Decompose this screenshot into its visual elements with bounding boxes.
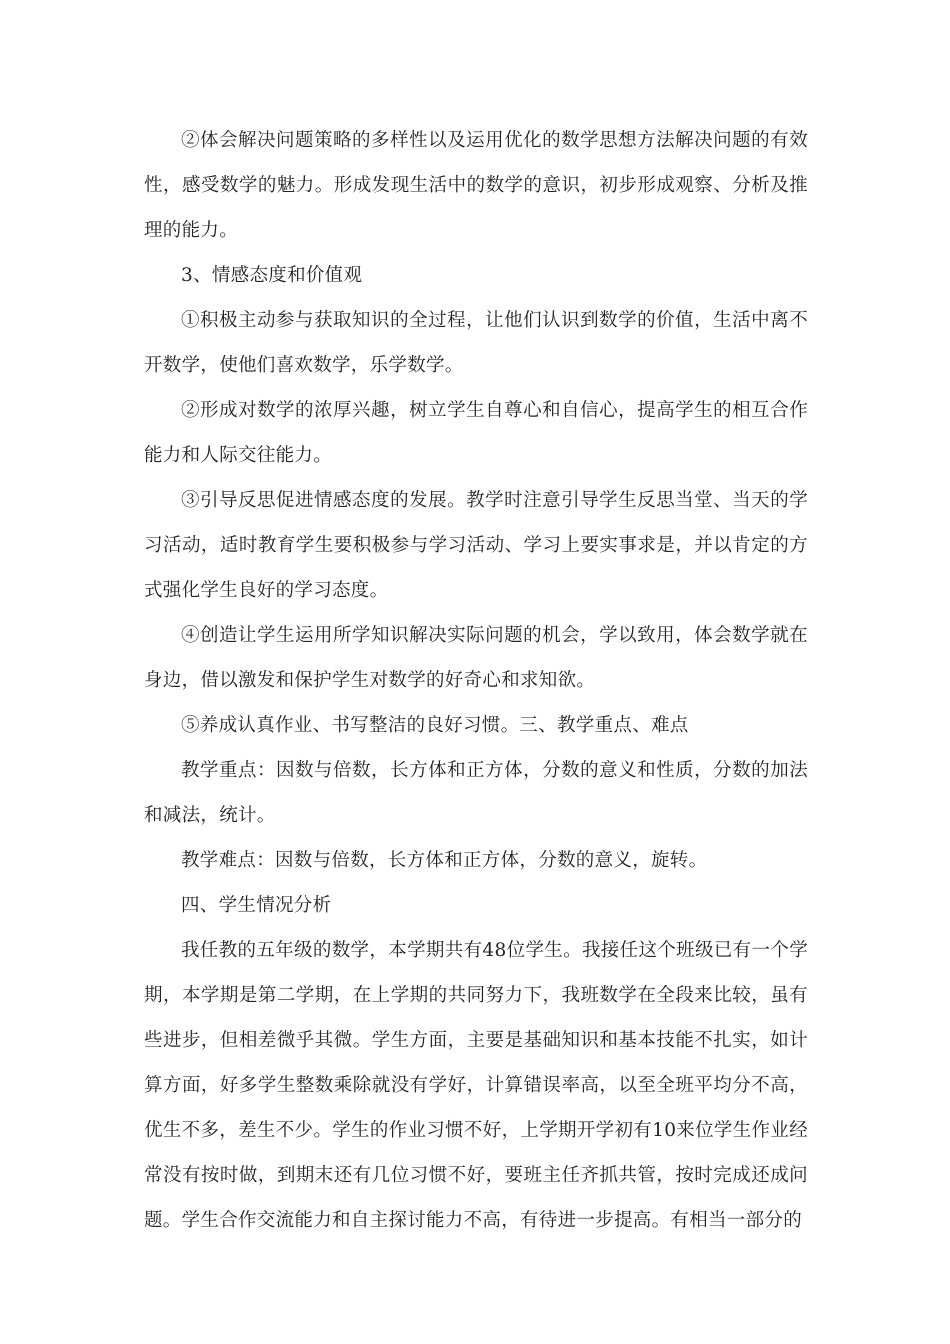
paragraph-reflection: ③引导反思促进情感态度的发展。教学时注意引导学生反思当堂、当天的学习活动，适时教育学生要积极参与学习活动、学习上要实事求是，并以肯定的方式强化学生良好的学习态度。	[144, 490, 808, 601]
paragraph-apply-knowledge: ④创造让学生运用所学知识解决实际问题的机会，学以致用，体会数学就在身边，借以激发和保护学生对数学的好奇心和求知欲。	[144, 625, 808, 691]
paragraph-teaching-difficulty: 教学难点：因数与倍数，长方体和正方体，分数的意义，旋转。	[181, 850, 708, 871]
paragraph-interest-confidence: ②形成对数学的浓厚兴趣，树立学生自尊心和自信心，提高学生的相互合作能力和人际交往能力。	[144, 400, 808, 466]
heading-student-analysis: 四、学生情况分析	[181, 895, 332, 916]
document-body	[144, 118, 808, 1243]
paragraph-strategy-diversity: ②体会解决问题策略的多样性以及运用优化的数学思想方法解决问题的有效性，感受数学的魅力。形成发现生活中的数学的意识，初步形成观察、分析及推理的能力。	[144, 130, 808, 241]
paragraph-good-habits: ⑤养成认真作业、书写整洁的良好习惯。三、教学重点、难点	[181, 715, 689, 736]
paragraph-active-participation: ①积极主动参与获取知识的全过程，让他们认识到数学的价值，生活中离不开数学，使他们喜欢数学，乐学数学。	[144, 310, 808, 376]
paragraph-teaching-focus: 教学重点：因数与倍数，长方体和正方体，分数的意义和性质，分数的加法和减法，统计。	[144, 760, 808, 826]
heading-emotion-values: 3、情感态度和价值观	[181, 265, 363, 286]
paragraph-student-situation: 我任教的五年级的数学，本学期共有48位学生。我接任这个班级已有一个学期，本学期是第二学期，在上学期的共同努力下，我班数学在全段来比较，虽有些进步，但相差微乎其微。学生方面，主要是基础知识和基本技能不扎实，如计算方面，好多学生整数乘除就没有学好，计算错误率高，以至全班平均分不高，优生不多，差生不少。学生的作业习惯不好，上学期开学初有10来位学生作业经常没有按时做，到期末还有几位习惯不好，要班主任齐抓共管，按时完成还成问题。学生合作交流能力和自主探讨能力不高，有待进一步提高。有相当一部分的	[144, 940, 808, 1231]
